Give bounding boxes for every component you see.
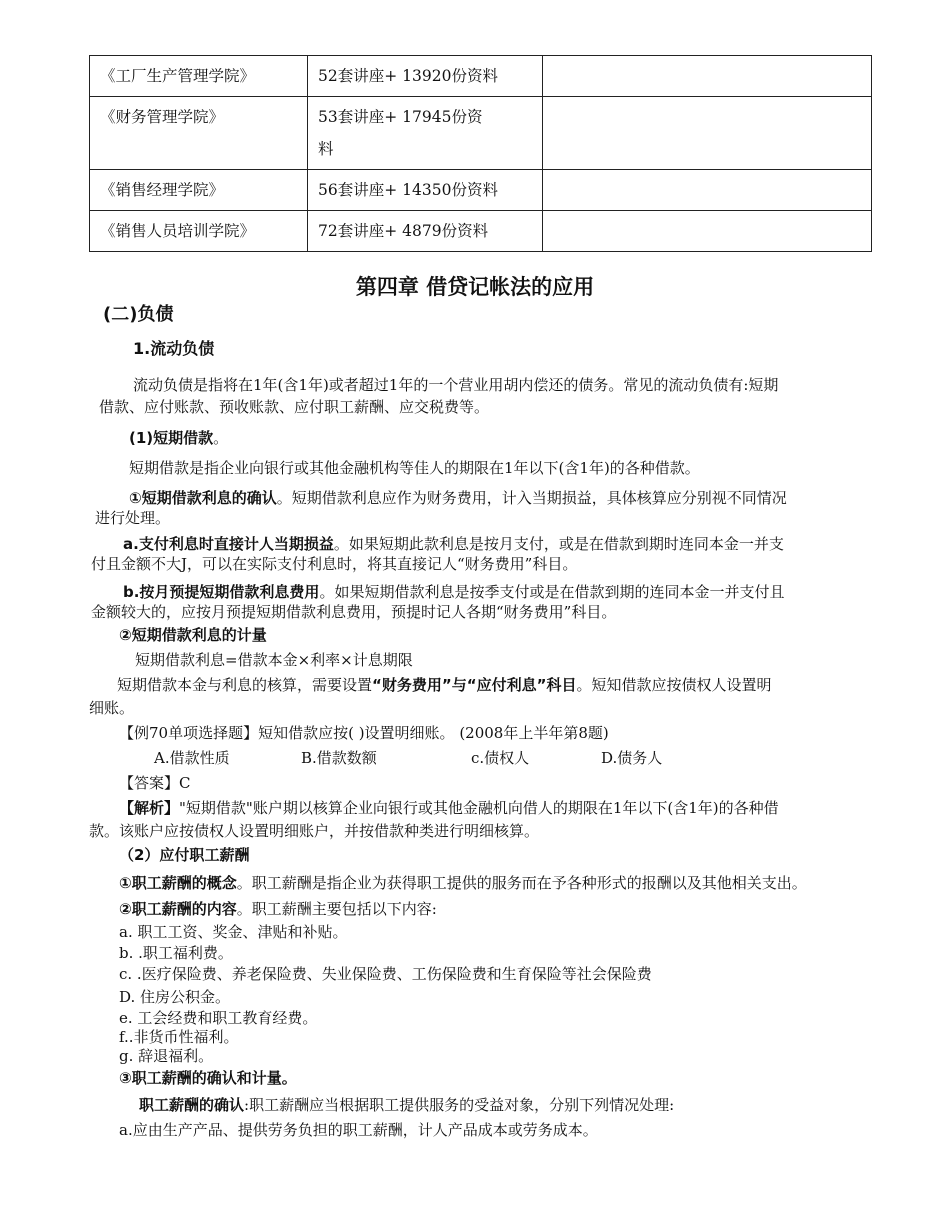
empty-cell bbox=[543, 211, 872, 252]
paragraph-line bbox=[119, 873, 807, 893]
bold-term: 职工薪酬的确认 bbox=[139, 1096, 245, 1114]
bold-term: ②职工薪酬的内容 bbox=[119, 900, 237, 918]
empty-cell bbox=[543, 56, 872, 97]
analysis-line: 款。该账户应按债权人设置明细账户，并按借款种类进行明细核算。 bbox=[89, 822, 540, 840]
paragraph-line: 付且金额不大J，可以在实际支付利息时，将其直接记人“财务费用”科目。 bbox=[91, 555, 578, 573]
body-text: 。短知借款应按债权人设置明 bbox=[576, 676, 772, 694]
bold-term: “财务费用”与“应付利息”科目 bbox=[372, 676, 577, 694]
formula: 短期借款利息=借款本金×利率×计息期限 bbox=[135, 651, 413, 669]
paragraph-line bbox=[129, 488, 787, 508]
paragraph-line bbox=[117, 675, 771, 695]
answer: 【答案】C bbox=[119, 774, 191, 792]
course-content-line: 72套讲座+ 4879份资料 bbox=[318, 222, 489, 240]
option-d: D.债务人 bbox=[601, 749, 663, 767]
heading-tail: 。 bbox=[213, 429, 229, 447]
table-row bbox=[90, 211, 872, 252]
paragraph-line: a.应由生产产品、提供劳务负担的职工薪酬，计人产品成本或劳务成本。 bbox=[119, 1121, 598, 1139]
paragraph-line: 细账。 bbox=[89, 699, 135, 717]
section-title: (二)负债 bbox=[103, 304, 174, 325]
table-row bbox=[90, 170, 872, 211]
body-text: 。职工薪酬是指企业为获得职工提供的服务而在予各种形式的报酬以及其他相关支出。 bbox=[236, 874, 807, 892]
paragraph-line bbox=[123, 582, 784, 602]
body-text: :职工薪酬应当根据职工提供服务的受益对象，分别下列情况处理: bbox=[244, 1096, 675, 1114]
table-row bbox=[90, 56, 872, 97]
course-content-line: 52套讲座+ 13920份资料 bbox=[318, 67, 498, 85]
paragraph-line: 进行处理。 bbox=[95, 509, 171, 527]
bold-term: a.支付利息时直接计人当期损益 bbox=[123, 535, 334, 553]
body-text: "短期借款"账户期以核算企业向银行或其他金融机向借人的期限在1年以下(含1年)的各种借 bbox=[179, 799, 779, 817]
table-row bbox=[90, 97, 872, 170]
body-text: 。职工薪酬主要包括以下内容: bbox=[236, 900, 437, 918]
course-name: 《工厂生产管理学院》 bbox=[90, 56, 308, 97]
body-text: 。如果短期借款利息是按季支付或是在借款到期的连同本金一并支付且 bbox=[319, 583, 785, 601]
bold-term: b.按月预提短期借款利息费用 bbox=[123, 583, 320, 601]
body-text: 。短期借款利息应作为财务费用，计入当期损益，具体核算应分别视不同情况 bbox=[276, 489, 787, 507]
course-content-line: 料 bbox=[318, 140, 334, 158]
list-item: a. 职工工资、奖金、津贴和补贴。 bbox=[119, 923, 348, 941]
option-b: B.借款数额 bbox=[301, 749, 377, 767]
list-item: g. 辞退福利。 bbox=[119, 1047, 214, 1065]
body-text: 。如果短期此款利息是按月支付，或是在借款到期时连同本金一并支 bbox=[333, 535, 784, 553]
bold-term: 【解析】 bbox=[119, 799, 180, 817]
paragraph-line: 短期借款是指企业向银行或其他金融机构等佳人的期限在1年以下(含1年)的各种借款。 bbox=[129, 459, 700, 477]
example-question: 【例70单项选择题】短知借款应按( )设置明细账。 (2008年上半年第8题) bbox=[119, 724, 609, 742]
option-a: A.借款性质 bbox=[154, 749, 230, 767]
list-item: e. 工会经费和职工教育经费。 bbox=[119, 1009, 318, 1027]
course-content bbox=[308, 211, 543, 252]
course-table bbox=[89, 55, 872, 252]
list-item: D. 住房公积金。 bbox=[119, 988, 231, 1006]
bold-term: ①短期借款利息的确认 bbox=[129, 489, 277, 507]
course-content bbox=[308, 170, 543, 211]
bold-heading: ③职工薪酬的确认和计量。 bbox=[119, 1069, 297, 1087]
course-name: 《销售人员培训学院》 bbox=[90, 211, 308, 252]
course-content-line: 56套讲座+ 14350份资料 bbox=[318, 181, 498, 199]
course-content bbox=[308, 56, 543, 97]
bold-term: ①职工薪酬的概念 bbox=[119, 874, 237, 892]
list-item: f..非货币性福利。 bbox=[119, 1028, 239, 1046]
course-name: 《销售经理学院》 bbox=[90, 170, 308, 211]
chapter-title: 第四章 借贷记帐法的应用 bbox=[355, 275, 595, 299]
course-name: 《财务管理学院》 bbox=[90, 97, 308, 170]
paragraph-line: 流动负债是指将在1年(含1年)或者超过1年的一个营业用胡内偿还的债务。常见的流动负债有:短期 bbox=[133, 376, 779, 394]
list-item: c. .医疗保险费、养老保险费、失业保险费、工伤保险费和生育保险等社会保险费 bbox=[119, 965, 652, 983]
option-c: c.债权人 bbox=[471, 749, 530, 767]
empty-cell bbox=[543, 97, 872, 170]
body-text: 短期借款本金与利息的核算，需要设置 bbox=[117, 676, 373, 694]
empty-cell bbox=[543, 170, 872, 211]
paragraph-line bbox=[139, 1095, 674, 1115]
course-content bbox=[308, 97, 543, 170]
paragraph-line: 金额较大的，应按月预提短期借款利息费用，预提时记人各期“财务费用”科目。 bbox=[91, 603, 617, 621]
heading-text: (1)短期借款 bbox=[129, 429, 214, 447]
subsection-title: 1.流动负债 bbox=[133, 339, 215, 358]
paragraph-line bbox=[123, 534, 784, 554]
analysis-line bbox=[119, 798, 779, 818]
short-loan-heading bbox=[129, 428, 228, 448]
course-content-line: 53套讲座+ 17945份资 bbox=[318, 108, 483, 126]
paragraph-line bbox=[119, 899, 437, 919]
bold-heading: ②短期借款利息的计量 bbox=[119, 626, 267, 644]
list-item: b. .职工福利费。 bbox=[119, 944, 233, 962]
paragraph-line: 借款、应付账款、预收账款、应付职工薪酬、应交税费等。 bbox=[99, 398, 490, 416]
payroll-heading: （2）应付职工薪酬 bbox=[119, 846, 250, 864]
